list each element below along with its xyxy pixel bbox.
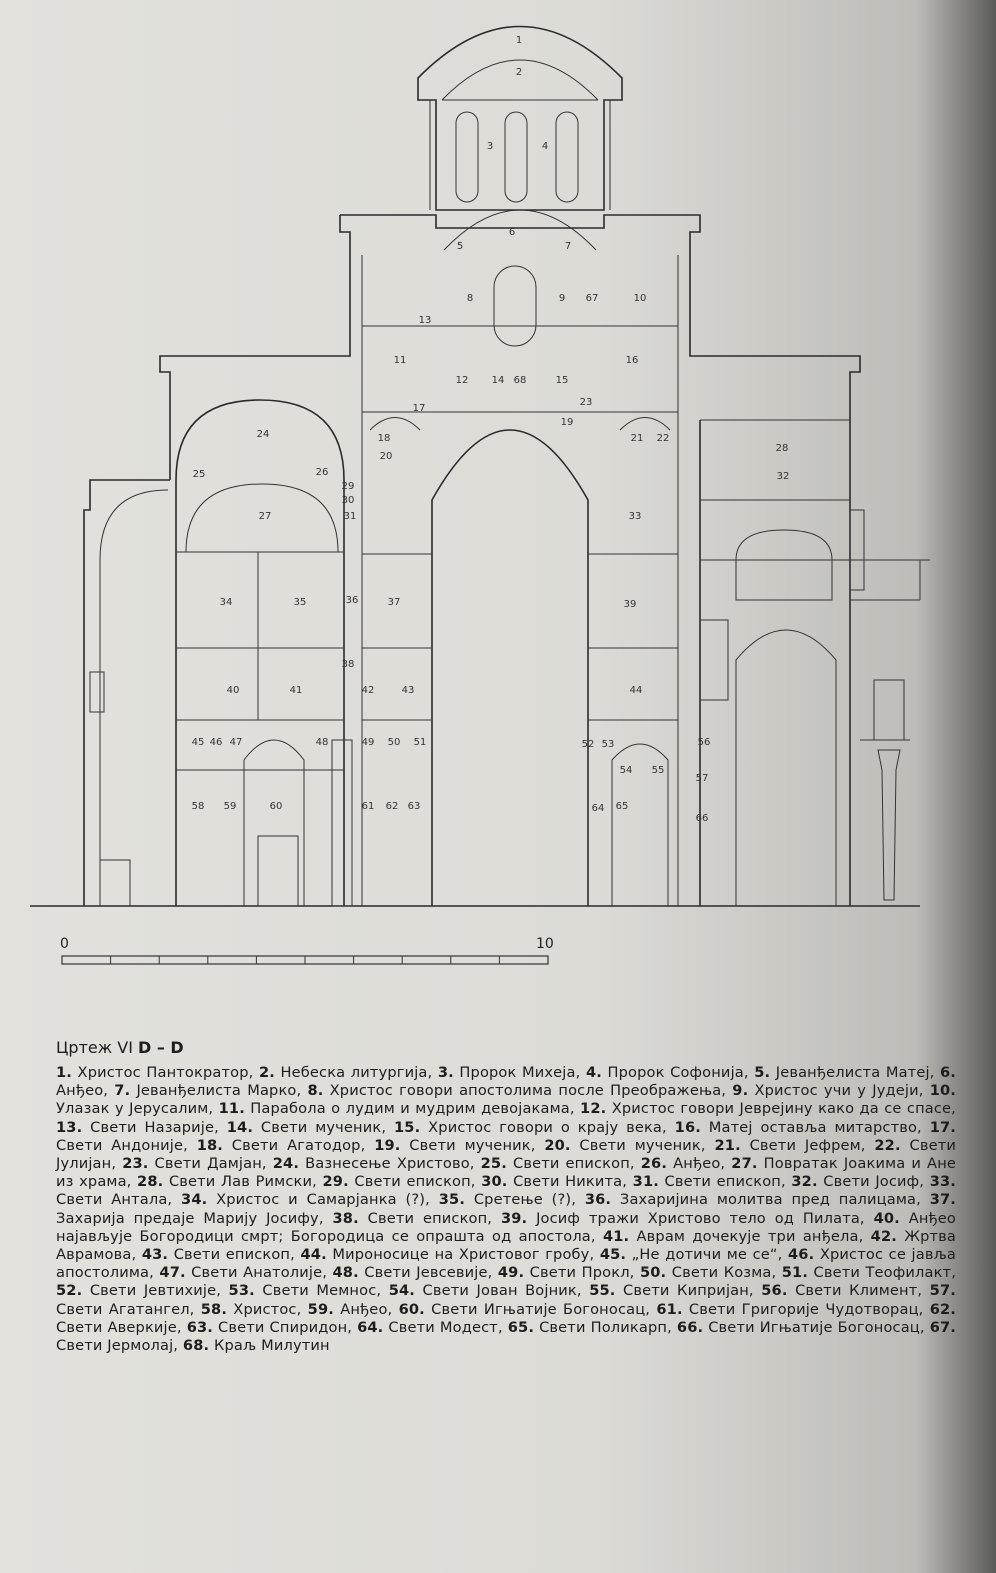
legend-item: [374, 1137, 544, 1154]
legend-number: 23.: [122, 1155, 149, 1173]
legend-label: Свети Јевтихије,: [82, 1282, 229, 1300]
legend-number: 1.: [56, 1064, 72, 1081]
legend-label: Свети Андоније,: [56, 1136, 197, 1154]
legend-label: Захарија предаје Марију Јосифу,: [56, 1209, 333, 1227]
figure-label-61: 61: [361, 801, 375, 812]
legend-item: [114, 1082, 307, 1099]
legend-number: 66.: [676, 1318, 704, 1336]
legend-item: [754, 1064, 940, 1081]
legend-text: [56, 1064, 956, 1355]
legend-label: Свети Антала,: [56, 1191, 182, 1209]
legend-item: [732, 1082, 929, 1099]
legend-label: Христос се јавља апостолима,: [56, 1246, 957, 1282]
legend-number: 57.: [929, 1282, 956, 1300]
legend-number: 63.: [186, 1318, 213, 1336]
figure-label-5: 5: [456, 241, 464, 252]
legend-number: 61.: [656, 1300, 683, 1318]
legend-label: Матеј оставља митарство,: [700, 1118, 930, 1136]
legend-item: [201, 1301, 308, 1318]
legend-number: 2.: [258, 1064, 275, 1081]
legend-label: Христос говори Јевреjину како да се спасе,: [606, 1100, 956, 1118]
legend-label: Свети мученик,: [253, 1118, 394, 1136]
legend-number: 5.: [754, 1064, 771, 1081]
legend-number: 34.: [181, 1191, 208, 1209]
legend-number: 9.: [732, 1082, 749, 1100]
legend-item: [640, 1264, 782, 1281]
figure-label-40: 40: [226, 685, 240, 696]
legend-number: 55.: [589, 1282, 616, 1300]
figure-label-66: 66: [695, 813, 709, 824]
figure-label-65: 65: [615, 801, 629, 812]
legend-number: 24.: [272, 1155, 300, 1173]
figure-label-25: 25: [192, 469, 206, 480]
legend-number: 6.: [940, 1064, 956, 1081]
legend-label: Свети Јован Војник,: [415, 1282, 590, 1300]
legend-item: [399, 1301, 657, 1318]
legend-item: [580, 1100, 956, 1117]
legend-item: [159, 1264, 332, 1281]
figure-label-50: 50: [387, 737, 401, 748]
legend-number: 64.: [357, 1318, 384, 1336]
legend-label: Свети мученик,: [400, 1136, 545, 1154]
legend-item: [600, 1246, 788, 1263]
legend-label: Вазнесење Христово,: [299, 1155, 481, 1173]
legend-item: [714, 1137, 874, 1154]
legend-number: 56.: [761, 1282, 788, 1300]
figure-label-60: 60: [269, 801, 283, 812]
figure-label-33: 33: [628, 511, 642, 522]
figure-label-42: 42: [361, 685, 375, 696]
legend-item: [481, 1173, 632, 1190]
figure-label-53: 53: [601, 739, 615, 750]
legend-label: Христос Пантократор,: [72, 1064, 259, 1081]
legend-label: Свети Лав Римски,: [163, 1173, 323, 1191]
legend-item: [56, 1064, 259, 1081]
figure-label-20: 20: [379, 451, 393, 462]
legend-label: Свети Прокл,: [524, 1264, 640, 1282]
legend-item: [142, 1246, 301, 1263]
figure-label-14: 14: [491, 375, 505, 386]
figure-label-37: 37: [387, 597, 401, 608]
legend-number: 15.: [393, 1118, 421, 1136]
legend-number: 30.: [481, 1173, 508, 1191]
figure-label-59: 59: [223, 801, 237, 812]
legend-number: 14.: [226, 1118, 254, 1136]
legend-label: Свети епископ,: [358, 1209, 501, 1227]
legend-label: Јосиф тражи Христово тело од Пилата,: [527, 1209, 874, 1227]
legend-label: Свети Агатангел,: [56, 1300, 201, 1318]
figure-label-51: 51: [413, 737, 427, 748]
legend-number: 22.: [874, 1136, 901, 1154]
legend-number: 68.: [182, 1337, 210, 1355]
scale-start-label: 0: [60, 936, 69, 952]
legend-label: Свети Игњатије Богоносац,: [424, 1300, 657, 1318]
legend-label: „Не дотичи ме се“,: [626, 1246, 788, 1264]
legend-label: Свети Аверкије,: [56, 1318, 187, 1336]
legend-number: 31.: [632, 1173, 659, 1191]
legend-number: 33.: [929, 1173, 956, 1191]
figure-label-49: 49: [361, 737, 375, 748]
legend-item: [357, 1319, 508, 1336]
legend-item: [633, 1173, 792, 1190]
legend-item: [791, 1173, 929, 1190]
legend-number: 39.: [500, 1209, 528, 1227]
legend-number: 62.: [929, 1300, 957, 1318]
legend-label: Повратак Јоакима и Ане из храма,: [56, 1155, 957, 1191]
legend-label: Свети Козма,: [666, 1264, 782, 1282]
legend-label: Парабола о лудим и мудрим девојакама,: [244, 1100, 581, 1118]
legend-number: 59.: [307, 1300, 334, 1318]
legend-item: [656, 1301, 929, 1318]
figure-label-26: 26: [315, 467, 329, 478]
legend-item: [589, 1282, 761, 1299]
legend-item: [187, 1319, 357, 1336]
legend-item: [333, 1264, 498, 1281]
figure-label-9: 9: [558, 293, 566, 304]
legend-number: 25.: [480, 1155, 507, 1173]
figure-label-57: 57: [695, 773, 709, 784]
figure-label-34: 34: [219, 597, 233, 608]
legend-item: [56, 1119, 227, 1136]
legend-item: [585, 1191, 930, 1208]
figure-label-58: 58: [191, 801, 205, 812]
legend-item: [308, 1301, 399, 1318]
figure-label-18: 18: [377, 433, 391, 444]
figure-label-3: 3: [486, 141, 494, 152]
legend-number: 29.: [322, 1173, 349, 1191]
legend-item: [603, 1228, 871, 1245]
legend-label: Христос говори апостолима после Преображења,: [323, 1082, 733, 1100]
legend-number: 48.: [332, 1264, 359, 1282]
legend-label: Свети Јефрем,: [740, 1136, 875, 1154]
legend-number: 67.: [929, 1318, 956, 1336]
figure-label-24: 24: [256, 429, 270, 440]
figure-label-29: 29: [341, 481, 355, 492]
legend-label: Анђео,: [667, 1155, 732, 1173]
legend-item: [501, 1210, 874, 1227]
figure-label-31: 31: [343, 511, 357, 522]
figure-label-67: 67: [585, 293, 599, 304]
legend-item: [761, 1282, 929, 1299]
figure-label-19: 19: [560, 417, 574, 428]
figure-label-11: 11: [393, 355, 407, 366]
legend-number: 13.: [56, 1118, 83, 1136]
legend-label: Свети Климент,: [787, 1282, 930, 1300]
legend-number: 20.: [544, 1136, 571, 1154]
figure-label-23: 23: [579, 397, 593, 408]
legend-label: Свети Дамјан,: [148, 1155, 273, 1173]
legend-number: 65.: [507, 1318, 535, 1336]
legend-item: [498, 1264, 640, 1281]
legend-label: Свети Јулијан,: [56, 1136, 956, 1173]
legend-number: 43.: [141, 1246, 169, 1264]
legend-number: 49.: [497, 1264, 525, 1282]
legend-number: 7.: [114, 1082, 131, 1100]
legend-item: [227, 1119, 394, 1136]
figure-label-8: 8: [466, 293, 474, 304]
legend-label: Свети Мемнос,: [254, 1282, 389, 1300]
legend-label: Свети Поликарп,: [534, 1318, 677, 1336]
legend-number: 17.: [929, 1118, 956, 1136]
legend-item: [481, 1155, 641, 1172]
legend-label: Свети Модест,: [383, 1318, 508, 1336]
legend-item: [300, 1246, 599, 1263]
legend-number: 42.: [870, 1227, 897, 1245]
legend-label: Свети Анатолије,: [185, 1264, 333, 1282]
legend-item: [782, 1264, 956, 1281]
scale-bar: [60, 954, 560, 968]
legend-label: Свети Назарије,: [82, 1118, 227, 1136]
figure-label-35: 35: [293, 597, 307, 608]
legend-label: Свети Кипријан,: [615, 1282, 762, 1300]
legend-number: 21.: [714, 1136, 741, 1154]
legend-label: Јеванђелиста Матеј,: [770, 1064, 940, 1081]
figure-label-64: 64: [591, 803, 605, 814]
legend-item: [137, 1173, 322, 1190]
legend-label: Небеска литургија,: [274, 1064, 438, 1081]
legend-number: 12.: [580, 1100, 607, 1118]
figure-label-62: 62: [385, 801, 399, 812]
figure-label-54: 54: [619, 765, 633, 776]
legend-item: [544, 1137, 714, 1154]
legend-label: Свети Јермолај,: [56, 1337, 183, 1355]
legend-item: [122, 1155, 273, 1172]
legend-number: 8.: [307, 1082, 324, 1100]
figure-label-16: 16: [625, 355, 639, 366]
legend-item: [56, 1282, 229, 1299]
legend-label: Свети епископ,: [658, 1173, 792, 1191]
legend-label: Свети Никита,: [507, 1173, 633, 1191]
legend-number: 32.: [791, 1173, 818, 1191]
legend-item: [219, 1100, 580, 1117]
figure-label-6: 6: [508, 227, 516, 238]
figure-label-52: 52: [581, 739, 595, 750]
legend-label: Свети епископ,: [168, 1246, 301, 1264]
legend-label: Аврам дочекује три анђела,: [629, 1227, 871, 1245]
caption-title: [56, 1038, 184, 1057]
figure-label-36: 36: [345, 595, 359, 606]
figure-label-30: 30: [341, 495, 355, 506]
legend-number: 4.: [585, 1064, 602, 1081]
figure-label-15: 15: [555, 375, 569, 386]
figure-label-28: 28: [775, 443, 789, 454]
legend-item: [438, 1064, 586, 1081]
legend-label: Улазак у Јерусалим,: [56, 1100, 219, 1118]
legend-number: 50.: [639, 1264, 667, 1282]
figure-label-1: 1: [515, 35, 523, 46]
legend-label: Христос говори о крају века,: [420, 1118, 675, 1136]
legend-item: [183, 1337, 330, 1354]
figure-label-27: 27: [258, 511, 272, 522]
legend-label: Краљ Милутин: [209, 1337, 330, 1355]
figure-label-4: 4: [541, 141, 549, 152]
legend-number: 37.: [929, 1191, 956, 1209]
legend-number: 60.: [398, 1300, 425, 1318]
legend-label: Захаријина молитва пред палицама,: [611, 1191, 930, 1209]
legend-label: Јеванђелиста Марко,: [130, 1082, 308, 1100]
legend-number: 18.: [196, 1136, 223, 1154]
legend-number: 26.: [640, 1155, 668, 1173]
figure-label-44: 44: [629, 685, 643, 696]
legend-label: Пророк Михеја,: [453, 1064, 586, 1081]
figure-label-48: 48: [315, 737, 329, 748]
figure-label-43: 43: [401, 685, 415, 696]
legend-item: [322, 1173, 481, 1190]
legend-item: [439, 1191, 585, 1208]
legend-item: [197, 1137, 375, 1154]
legend-label: Анђео,: [56, 1082, 115, 1100]
legend-number: 38.: [332, 1209, 359, 1227]
legend-number: 45.: [599, 1246, 627, 1264]
legend-label: Свети Григорије Чудотворац,: [682, 1300, 930, 1318]
figure-label-39: 39: [623, 599, 637, 610]
legend-number: 58.: [200, 1300, 228, 1318]
figure-label-22: 22: [656, 433, 670, 444]
legend-label: Свети Теофилакт,: [808, 1264, 956, 1282]
legend-label: Свети епископ,: [348, 1173, 482, 1191]
legend-label: Сретење (?),: [465, 1191, 585, 1209]
legend-number: 41.: [602, 1227, 630, 1245]
figure-label-56: 56: [697, 737, 711, 748]
legend-item: [259, 1064, 438, 1081]
legend-number: 35.: [438, 1191, 466, 1209]
legend-number: 16.: [674, 1118, 701, 1136]
legend-number: 28.: [137, 1173, 164, 1191]
legend-item: [229, 1282, 389, 1299]
legend-item: [181, 1191, 439, 1208]
figure-label-46: 46: [209, 737, 223, 748]
figure-label-38: 38: [341, 659, 355, 670]
legend-item: [389, 1282, 590, 1299]
legend-number: 47.: [159, 1264, 186, 1282]
legend-label: Анђео,: [333, 1300, 399, 1318]
legend-item: [641, 1155, 732, 1172]
legend-number: 54.: [388, 1282, 416, 1300]
legend-number: 46.: [787, 1246, 815, 1264]
scale-end-label: 10: [536, 936, 554, 952]
legend-item: [677, 1319, 930, 1336]
legend-number: 52.: [56, 1282, 83, 1300]
legend-label: Свети мученик,: [570, 1136, 715, 1154]
legend-label: Жртва Аврамова,: [56, 1227, 956, 1264]
caption-code: D – D: [138, 1038, 184, 1057]
legend-label: Пророк Софонија,: [601, 1064, 755, 1081]
legend-item: [273, 1155, 481, 1172]
legend-label: Свети Агатодор,: [223, 1136, 375, 1154]
legend-label: Мироносице на Христовог гробу,: [326, 1246, 600, 1264]
legend-number: 40.: [873, 1209, 900, 1227]
legend-label: Христос и Самарјанка (?),: [207, 1191, 439, 1209]
legend-number: 3.: [437, 1064, 454, 1081]
legend-number: 27.: [731, 1155, 758, 1173]
legend-item: [586, 1064, 754, 1081]
figure-label-68: 68: [513, 375, 527, 386]
legend-label: Христос,: [227, 1300, 308, 1318]
legend-number: 10.: [929, 1082, 957, 1100]
figure-label-63: 63: [407, 801, 421, 812]
legend-number: 36.: [584, 1191, 612, 1209]
legend-item: [332, 1210, 500, 1227]
legend-item: [675, 1119, 930, 1136]
figure-label-21: 21: [630, 433, 644, 444]
figure-label-17: 17: [412, 403, 426, 414]
legend-item: [508, 1319, 677, 1336]
figure-label-2: 2: [515, 67, 523, 78]
legend-label: Свети Игњатије Богоносац,: [703, 1318, 930, 1336]
caption-prefix: Цртеж VI: [56, 1038, 133, 1057]
figure-label-45: 45: [191, 737, 205, 748]
figure-label-55: 55: [651, 765, 665, 776]
legend-number: 51.: [781, 1264, 809, 1282]
legend-number: 19.: [374, 1136, 401, 1154]
legend-number: 53.: [228, 1282, 255, 1300]
figure-label-7: 7: [564, 241, 572, 252]
legend-label: Христос учи у Јудеји,: [748, 1082, 930, 1100]
figure-label-13: 13: [418, 315, 432, 326]
figure-label-32: 32: [776, 471, 790, 482]
legend-label: Анђео најављује Богородици смрт; Богородица се опрашта од апостола,: [56, 1209, 957, 1245]
figure-label-47: 47: [229, 737, 243, 748]
legend-number: 11.: [218, 1100, 245, 1118]
legend-label: Свети епископ,: [506, 1155, 641, 1173]
legend-item: [307, 1082, 732, 1099]
legend-item: [394, 1119, 675, 1136]
legend-label: Свети Јевсевије,: [358, 1264, 498, 1282]
legend-number: 44.: [300, 1246, 327, 1264]
legend-label: Свети Јосиф,: [817, 1173, 930, 1191]
legend-label: Свети Спиридон,: [213, 1318, 358, 1336]
figure-label-12: 12: [455, 375, 469, 386]
figure-label-41: 41: [289, 685, 303, 696]
figure-label-10: 10: [633, 293, 647, 304]
